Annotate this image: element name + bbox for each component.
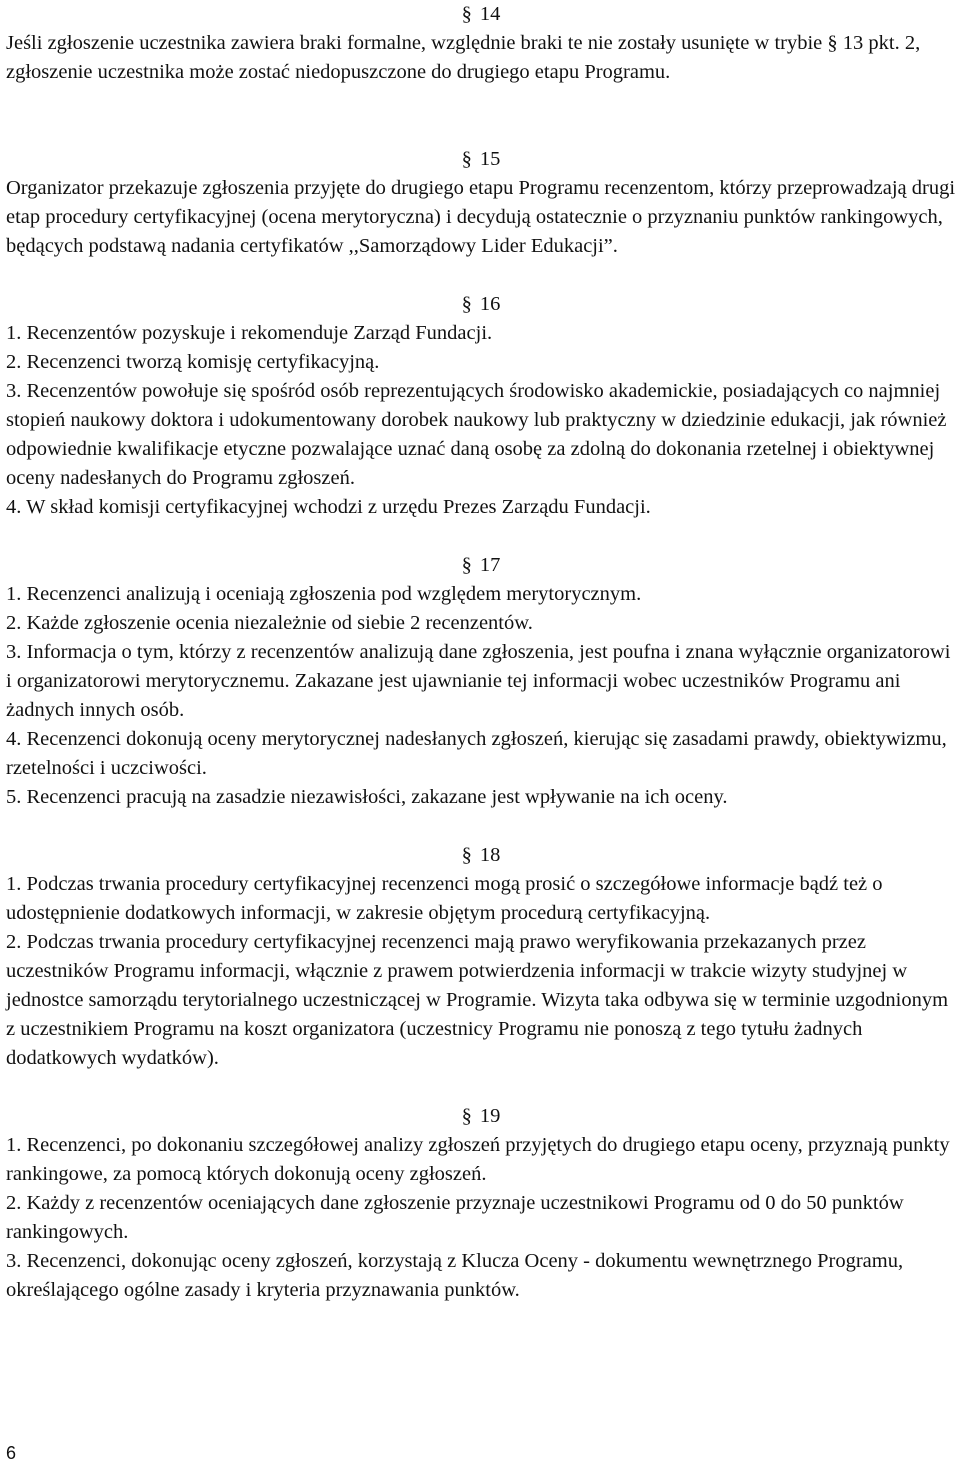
- section-number: 15: [479, 148, 501, 170]
- page-number: 6: [6, 1443, 17, 1463]
- paragraph: 5. Recenzenci pracują na zasadzie niezawisłości, zakazane jest wpływanie na ich oceny.: [6, 786, 728, 808]
- section-sign: §: [461, 1105, 472, 1127]
- paragraph: 3. Recenzenci, dokonując oceny zgłoszeń, korzystają z Klucza Oceny - dokumentu wewnętrznego Programu, określającego ogólne zasady i kryteria przyznawania punktów.: [6, 1250, 904, 1301]
- paragraph: 1. Recenzentów pozyskuje i rekomenduje Zarząd Fundacji.: [6, 322, 493, 344]
- section-spacer: [6, 261, 956, 290]
- section-sign: §: [461, 293, 472, 315]
- paragraph: 3. Recenzentów powołuje się spośród osób reprezentujących środowisko akademickie, posiadających co najmniej stopień naukowy doktora i udokumentowany dorobek naukowy lub praktyczny w dziedzinie edukacji, jak również odpowiednie kwalifikacje etyczne pozwalające uznać daną osobę za zdolną do dokonania rzetelnej i obiektywnej oceny nadesłanych do Programu zgłoszeń.: [6, 380, 947, 489]
- section-5: [6, 841, 956, 1073]
- section-spacer: [6, 87, 956, 116]
- paragraph: 2. Każdy z recenzentów oceniających dane zgłoszenie przyznaje uczestnikowi Programu od 0 do 50 punktów rankingowych.: [6, 1192, 904, 1243]
- section-number: 17: [479, 554, 501, 576]
- paragraph: 2. Podczas trwania procedury certyfikacyjnej recenzenci mają prawo weryfikowania przekazanych przez uczestników Programu informacji, włącznie z prawem potwierdzenia informacji w trakcie wizyty studyjnej w jednostce samorządu terytorialnego uczestniczącej w Programie. Wizyta taka odbywa się w terminie uzgodnionym z uczestnikiem Programu na koszt organizatora (uczestnicy Programu nie ponoszą z tego tytułu żadnych dodatkowych wydatków).: [6, 931, 949, 1069]
- section-number: 16: [479, 293, 501, 315]
- section-3: [6, 290, 956, 522]
- section-spacer: [6, 522, 956, 551]
- section-6: [6, 1102, 956, 1305]
- section-number: 19: [479, 1105, 501, 1127]
- section-heading: [6, 1102, 956, 1131]
- section-spacer: [6, 1073, 956, 1102]
- section-spacer: [6, 116, 956, 145]
- section-heading: [6, 551, 956, 580]
- section-sign: §: [461, 3, 472, 25]
- paragraph: 4. W skład komisji certyfikacyjnej wchodzi z urzędu Prezes Zarządu Fundacji.: [6, 496, 651, 518]
- paragraph: 2. Każde zgłoszenie ocenia niezależnie od siebie 2 recenzentów.: [6, 612, 533, 634]
- paragraph: 3. Informacja o tym, którzy z recenzentów analizują dane zgłoszenia, jest poufna i znana wyłącznie organizatorowi i organizatorowi merytorycznemu. Zakazane jest ujawnianie tej informacji wobec uczestników Programu ani żadnych innych osób.: [6, 641, 951, 721]
- paragraph: 4. Recenzenci dokonują oceny merytorycznej nadesłanych zgłoszeń, kierując się zasadami prawdy, obiektywizmu, rzetelności i uczciwości.: [6, 728, 947, 779]
- section-spacer: [6, 812, 956, 841]
- section-heading: [6, 0, 956, 29]
- section-sign: §: [461, 844, 472, 866]
- section-sign: §: [461, 554, 472, 576]
- paragraph: Jeśli zgłoszenie uczestnika zawiera braki formalne, względnie braki te nie zostały usunięte w trybie § 13 pkt. 2, zgłoszenie uczestnika może zostać niedopuszczone do drugiego etapu Programu.: [6, 32, 921, 83]
- paragraph: 1. Recenzenci analizują i oceniają zgłoszenia pod względem merytorycznym.: [6, 583, 642, 605]
- section-1: [6, 0, 956, 87]
- section-4: [6, 551, 956, 812]
- section-heading: [6, 145, 956, 174]
- paragraph: 1. Recenzenci, po dokonaniu szczegółowej analizy zgłoszeń przyjętych do drugiego etapu oceny, przyznają punkty rankingowe, za pomocą których dokonują oceny zgłoszeń.: [6, 1134, 950, 1185]
- section-number: 18: [479, 844, 501, 866]
- paragraph: 1. Podczas trwania procedury certyfikacyjnej recenzenci mogą prosić o szczegółowe informacje bądź też o udostępnienie dodatkowych informacji, w zakresie objętym procedurą certyfikacyjną.: [6, 873, 883, 924]
- section-sign: §: [461, 148, 472, 170]
- paragraph: Organizator przekazuje zgłoszenia przyjęte do drugiego etapu Programu recenzentom, którzy przeprowadzają drugi etap procedury certyfikacyjnej (ocena merytoryczna) i decydują ostatecznie o przyznaniu punktów rankingowych, będących podstawą nadania certyfikatów ,,Samorządowy Lider Edukacji”.: [6, 177, 956, 257]
- section-heading: [6, 841, 956, 870]
- document-body: [6, 0, 956, 1305]
- section-heading: [6, 290, 956, 319]
- section-number: 14: [479, 3, 501, 25]
- section-2: [6, 145, 956, 261]
- paragraph: 2. Recenzenci tworzą komisję certyfikacyjną.: [6, 351, 380, 373]
